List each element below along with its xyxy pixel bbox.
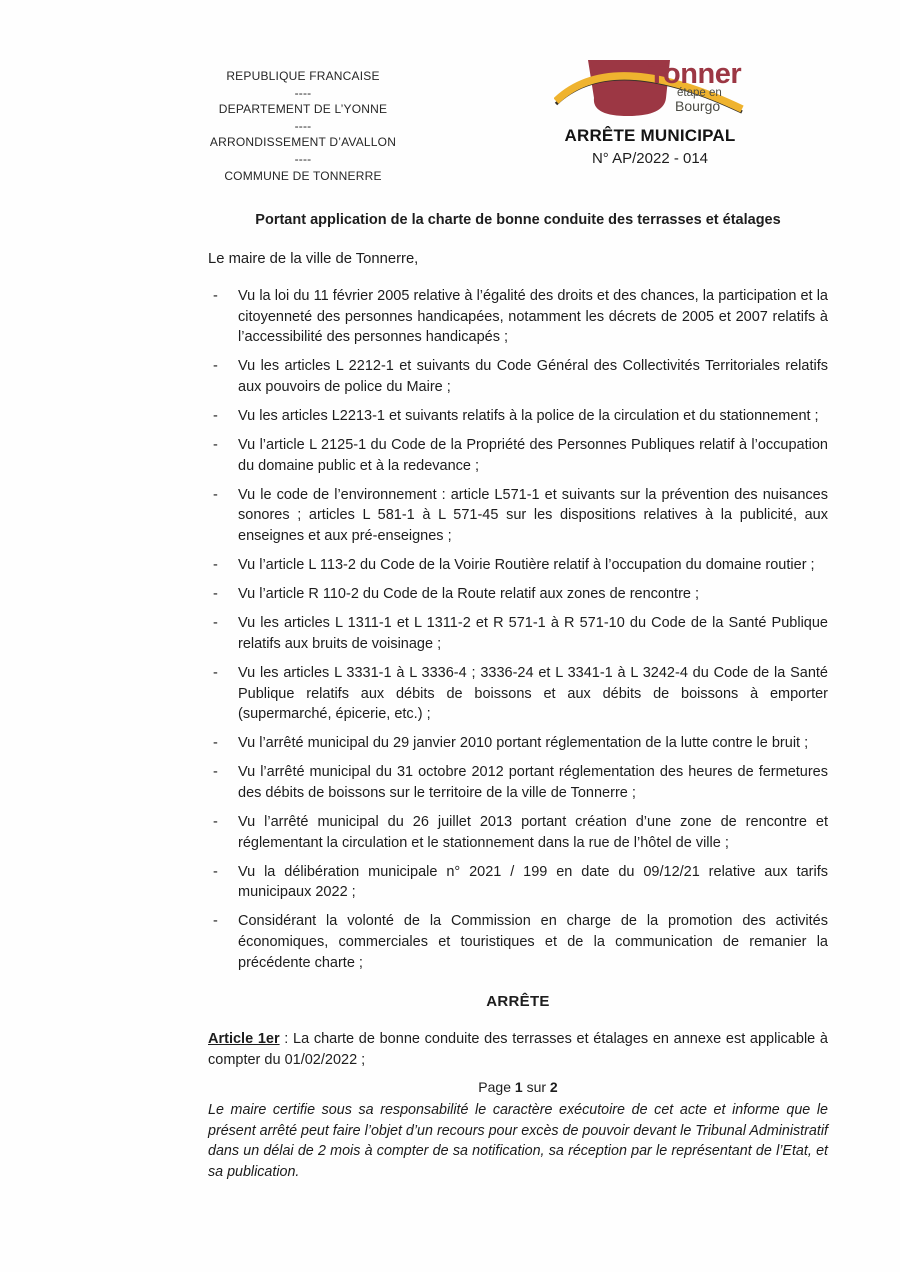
recital-item [208,812,828,853]
recital-item [208,584,828,605]
separator-dashes: ---- [294,151,312,166]
separator-dashes: ---- [294,118,312,133]
bullet-dash: - [213,913,218,930]
article-1 [208,1029,828,1070]
recital-text: Vu l’article L 113-2 du Code de la Voirie Routière relatif à l’occupation du domaine routier ; [238,557,815,574]
bullet-dash: - [213,764,218,781]
authority-line-commune: COMMUNE DE TONNERRE [224,168,382,183]
bullet-dash: - [213,664,218,681]
document-body [208,212,828,1182]
document-number: N° AP/2022 - 014 [591,150,709,167]
letterhead-authorities [205,68,401,184]
article-1-label: Article 1er [208,1031,280,1048]
bullet-dash: - [213,586,218,603]
salutation: Le maire de la ville de Tonnerre, [208,251,419,267]
recital-text: Vu les articles L 1311-1 et L 1311-2 et R 571-1 à R 571-10 du Code de la Santé Publique relatifs aux bruits de voisinage ; [238,615,828,652]
recital-item [208,663,828,725]
recital-text: Vu l’arrêté municipal du 29 janvier 2010 portant réglementation de la lutte contre le bruit ; [238,735,809,752]
bullet-dash: - [213,557,218,574]
recital-item [208,733,828,754]
logo-tagline-line1: étape en [677,87,722,99]
bullet-dash: - [213,615,218,632]
recital-text: Vu l’article L 2125-1 du Code de la Propriété des Personnes Publiques relatif à l’occupation du domaine public et à la redevance ; [238,437,828,474]
authority-line-departement: DEPARTEMENT DE L’YONNE [218,102,388,117]
bullet-dash: - [213,486,218,503]
separator-dashes: ---- [294,85,312,100]
bullet-dash: - [213,437,218,454]
document-type-heading: ARRÊTE MUNICIPAL [564,126,736,145]
bullet-dash: - [213,863,218,880]
recital-text: Vu les articles L2213-1 et suivants relatifs à la police de la circulation et du stationnement ; [238,407,819,424]
page-indicator [208,1079,828,1095]
decision-heading: ARRÊTE [486,993,550,1011]
recital-item [208,862,828,903]
bullet-dash: - [213,735,218,752]
recital-item [208,286,828,348]
recital-text: Considérant la volonté de la Commission en charge de la promotion des activités économiques, commerciales et touristiques et de la communication de remanier la précédente charte ; [238,913,828,971]
recital-item [208,435,828,476]
bullet-dash: - [213,288,218,304]
bullet-dash: - [213,407,218,424]
letterhead-right [545,56,755,167]
page-number: 1 [514,1079,523,1096]
recital-item [208,406,828,427]
recital-text: Vu l’article R 110-2 du Code de la Route relatif aux zones de rencontre ; [238,586,700,603]
page-word: Page [478,1079,511,1096]
recital-text: Vu le code de l’environnement : article L571-1 et suivants sur la prévention des nuisances sonores ; articles L 581-1 à L 571-45 sur les dispositions relatives à la publicité, aux enseignes et aux pré-enseignes ; [238,486,828,544]
document-title: Portant application de la charte de bonne conduite des terrasses et étalages [255,212,781,228]
recital-item [208,356,828,397]
recital-text: Vu les articles L 2212-1 et suivants du Code Général des Collectivités Territoriales relatifs aux pouvoirs de police du Maire ; [238,358,828,395]
bullet-dash: - [213,358,218,375]
recital-text: Vu la loi du 11 février 2005 relative à l’égalité des droits et des chances, la participation et la citoyenneté des personnes handicapées, notamment les décrets de 2005 et 2007 relatifs à l’accessibilité des personnes handicapés ; [238,288,828,346]
authority-line-republique: REPUBLIQUE FRANCAISE [226,69,380,83]
recital-item [208,613,828,654]
recital-text: Vu la délibération municipale n° 2021 / 199 en date du 09/12/21 relative aux tarifs municipaux 2022 ; [238,863,828,901]
recital-item [208,762,828,803]
bullet-dash: - [213,813,218,830]
recital-item [208,485,828,547]
recital-text: Vu l’arrêté municipal du 31 octobre 2012 portant réglementation des heures de fermetures des débits de boissons sur le territoire de la ville de Tonnerre ; [238,764,828,801]
recital-text: Vu l’arrêté municipal du 26 juillet 2013 portant création d’une zone de rencontre et réglementant la circulation et le stationnement dans la rue de l’hôtel de ville ; [238,813,828,851]
logo-wordmark: Tonner [648,58,742,90]
authority-line-arrondissement: ARRONDISSEMENT D’AVALLON [209,135,397,150]
recital-text: Vu les articles L 3331-1 à L 3336-4 ; 3336-24 et L 3341-1 à L 3242-4 du Code de la Santé Publique relatifs aux débits de boissons et aux débits de boissons à emporter (supermarché, épicerie, etc.) ; [238,664,828,723]
article-1-separator: : [279,1031,293,1048]
recital-item [208,911,828,973]
tonnerre-logo [554,56,746,122]
recital-item [208,555,828,576]
article-1-text: La charte de bonne conduite des terrasses et étalages en annexe est applicable à compter du 01/02/2022 ; [208,1031,828,1068]
certification-notice: Le maire certifie sous sa responsabilité le caractère exécutoire de cet acte et informe que le présent arrêté peut faire l’objet d’un recours pour excès de pouvoir devant le Tribunal Administratif dans un délai de 2 mois à compter de sa notification, sa réception par le représentant de l’Etat, et sa publication. [208,1102,828,1180]
recitals-list [208,286,828,973]
page-total: 2 [549,1079,558,1096]
page-connector: sur [526,1079,547,1096]
logo-tagline-line2: Bourgo [675,98,721,114]
